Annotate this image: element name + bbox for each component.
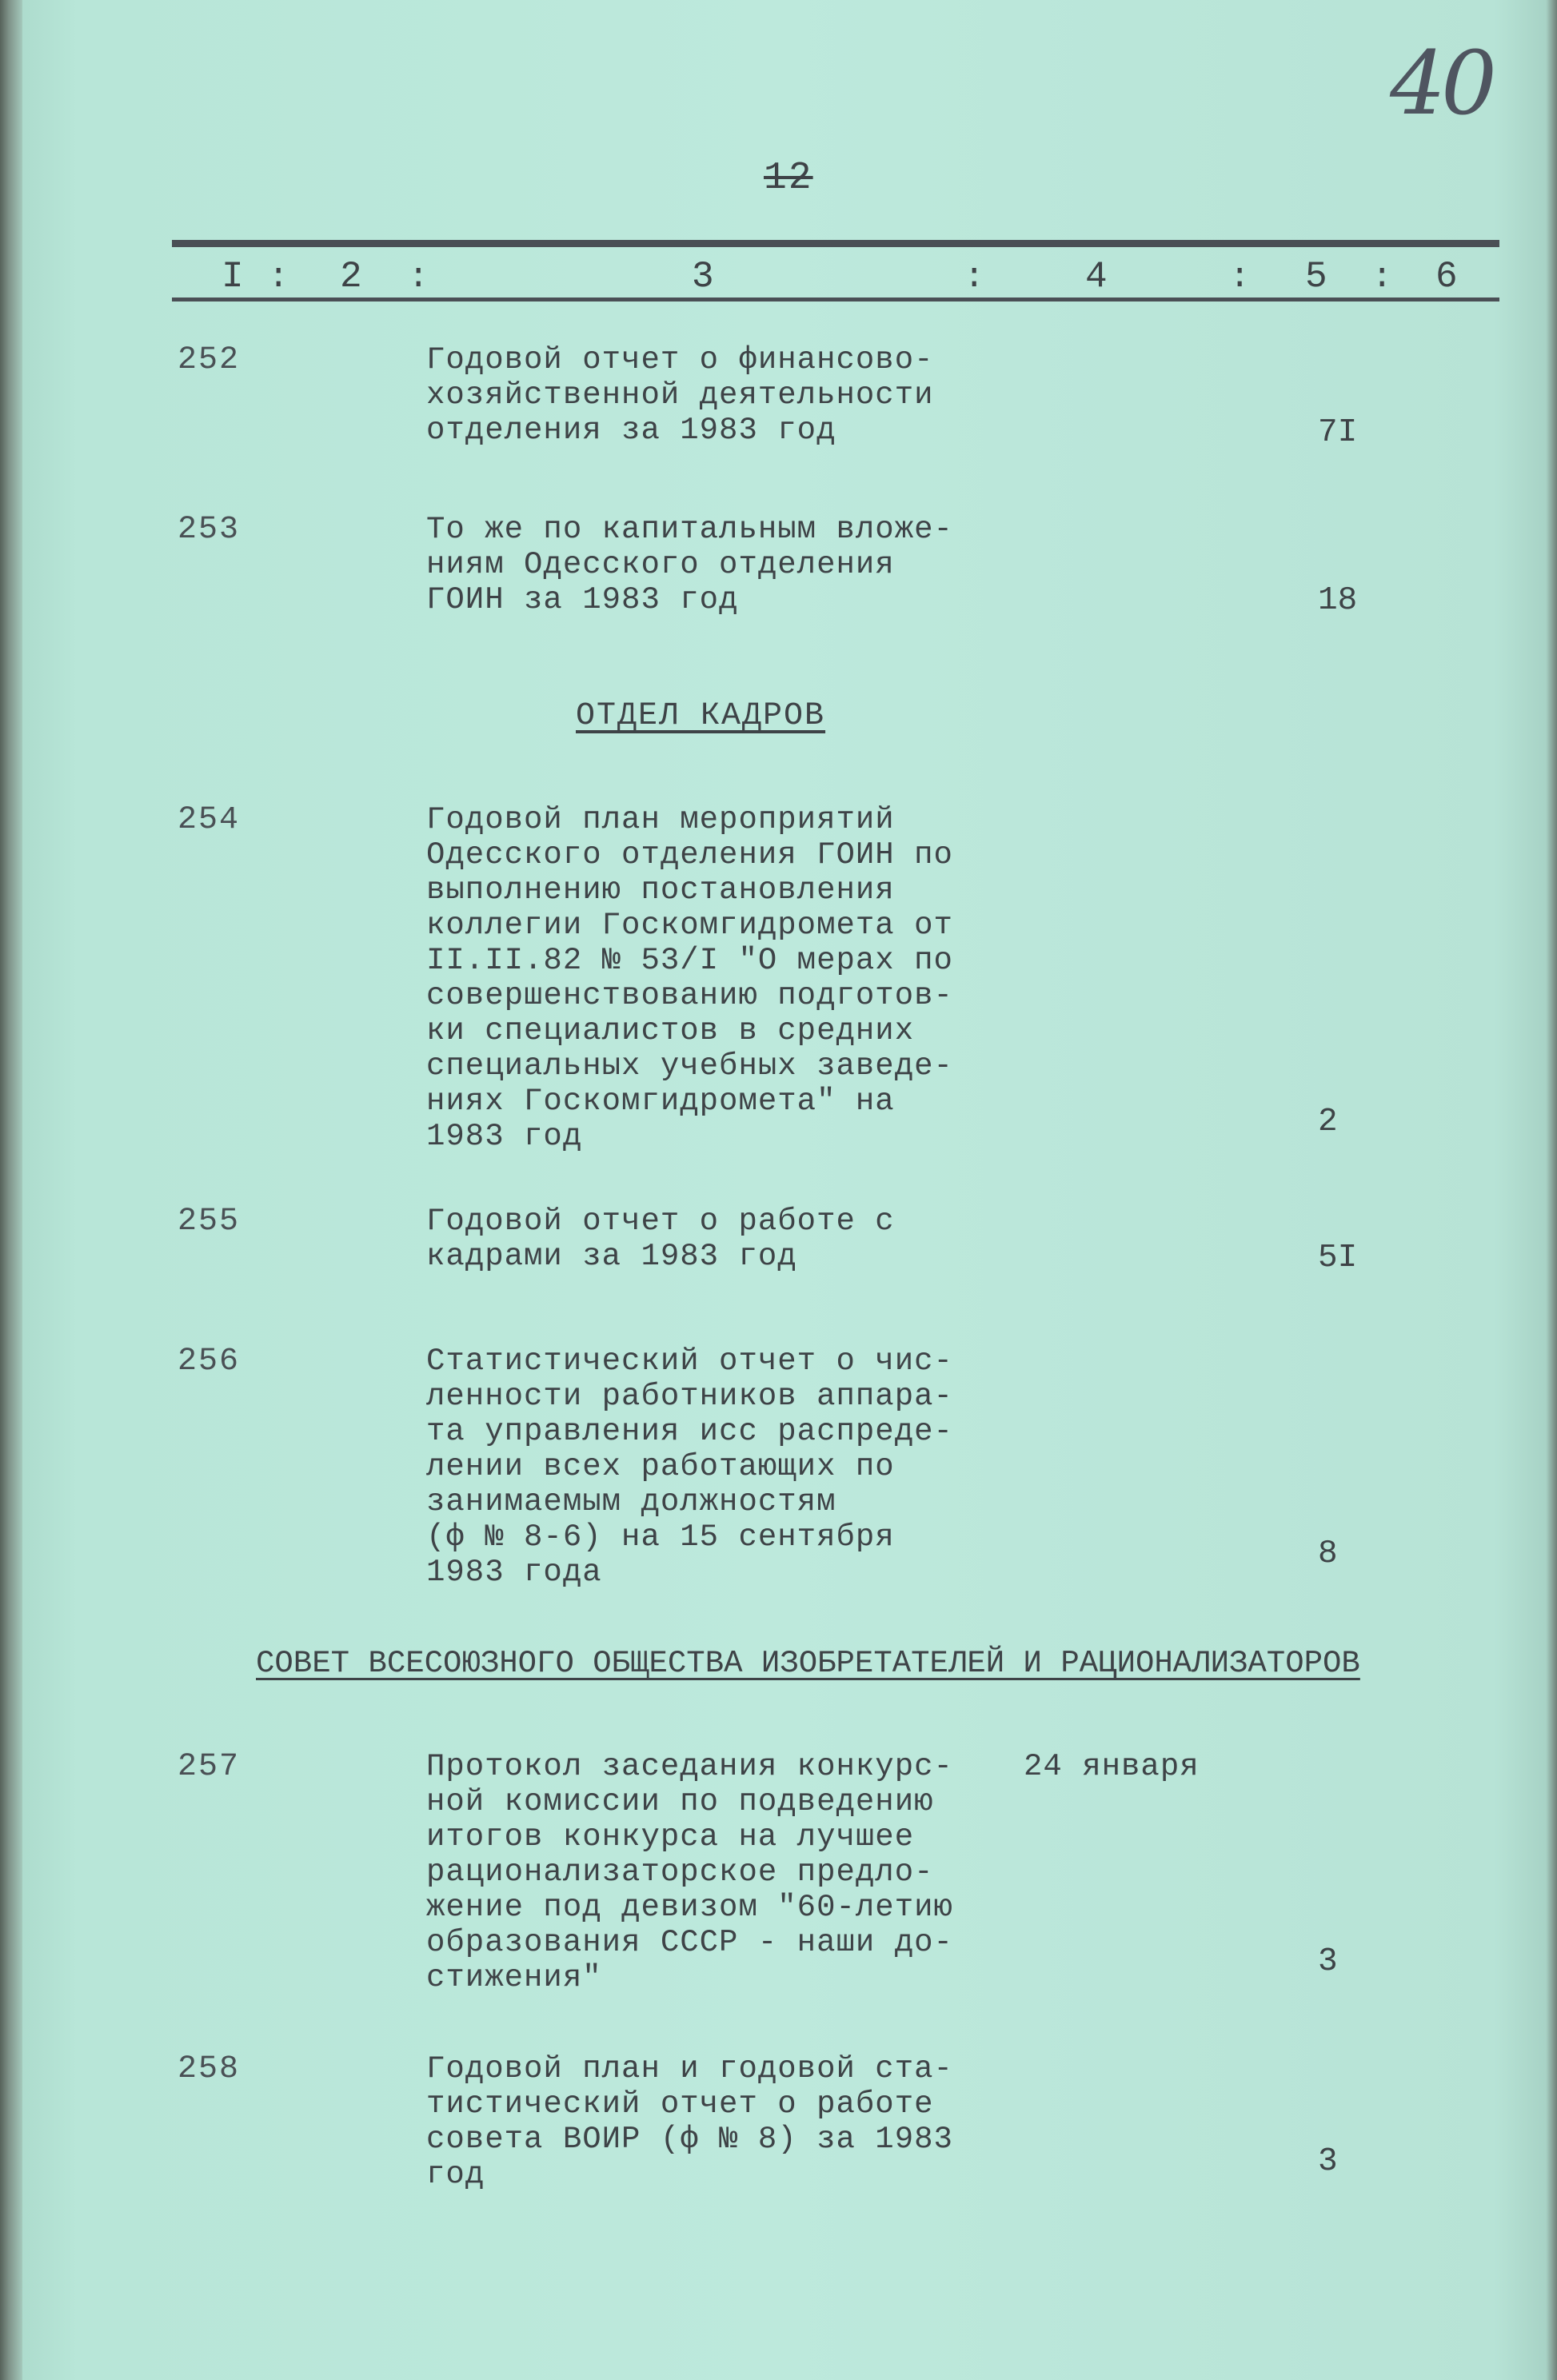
entry-sheet-count: 18	[1318, 582, 1358, 619]
entry-number: 257	[178, 1749, 241, 1785]
page-binding-edge	[0, 0, 22, 2380]
column-separator: :	[964, 258, 985, 298]
folio-number: 40	[1390, 32, 1492, 134]
entry-number: 256	[178, 1344, 241, 1380]
entry-sheet-count: 8	[1318, 1535, 1338, 1572]
entry-title: Годовой план и годовой ста- тистический отчет о работе совета ВОИР (ф № 8) за 1983 год	[426, 2051, 953, 2192]
entry-title: То же по капитальным вложе- ниям Одесского отделения ГОИН за 1983 год	[426, 512, 953, 617]
section-title-personnel: ОТДЕЛ КАДРОВ	[576, 698, 826, 734]
header-bottom-rule	[172, 298, 1499, 301]
page-number: 12	[764, 157, 813, 200]
entry-title: Годовой отчет о работе с кадрами за 1983 год	[426, 1204, 895, 1274]
column-number-2: 2	[340, 256, 362, 298]
entry-sheet-count: 5I	[1318, 1240, 1358, 1276]
header-top-rule-double	[172, 244, 1499, 247]
entry-sheet-count: 2	[1318, 1104, 1338, 1140]
section-title-inventors-society: СОВЕТ ВСЕСОЮЗНОГО ОБЩЕСТВА ИЗОБРЕТАТЕЛЕЙ И РАЦИОНАЛИЗАТОРОВ	[256, 1646, 1360, 1681]
entry-title: Протокол заседания конкурс- ной комиссии по подведению итогов конкурса на лучшее рационализаторское предло- жение под девизом "60-летию образования СССР - наши до- стижения"	[426, 1749, 953, 1995]
column-separator: :	[268, 258, 289, 298]
entry-title: Статистический отчет о чис- ленности работников аппара- та управления исс распреде- лении всех работающих по занимаемым должностям (ф № 8-6) на 15 сентября 1983 года	[426, 1344, 953, 1590]
entry-title: Годовой отчет о финансово- хозяйственной деятельности отделения за 1983 год	[426, 342, 934, 448]
entry-number: 254	[178, 802, 241, 838]
column-number-6: 6	[1435, 256, 1458, 298]
entry-number: 258	[178, 2051, 241, 2087]
entry-sheet-count: 7I	[1318, 414, 1358, 451]
entry-sheet-count: 3	[1318, 1943, 1338, 1980]
entry-sheet-count: 3	[1318, 2143, 1338, 2180]
page-right-edge	[1546, 0, 1557, 2380]
entry-title: Годовой план мероприятий Одесского отделения ГОИН по выполнению постановления коллегии Госкомгидромета от II.II.82 № 53/I "О мерах по совершенствованию подготов- ки специалистов в средних специальных учебных заведе- ниях Госкомгидромета" на 1983 год	[426, 802, 953, 1154]
column-number-1: I	[222, 256, 244, 298]
column-separator: :	[1371, 258, 1393, 298]
column-separator: :	[408, 258, 429, 298]
entry-number: 252	[178, 342, 241, 378]
entry-number: 255	[178, 1204, 241, 1240]
entry-date: 24 января	[1024, 1749, 1200, 1784]
entry-number: 253	[178, 512, 241, 548]
column-number-3: 3	[692, 256, 714, 298]
column-separator: :	[1229, 258, 1251, 298]
column-number-5: 5	[1305, 256, 1327, 298]
column-number-4: 4	[1085, 256, 1108, 298]
